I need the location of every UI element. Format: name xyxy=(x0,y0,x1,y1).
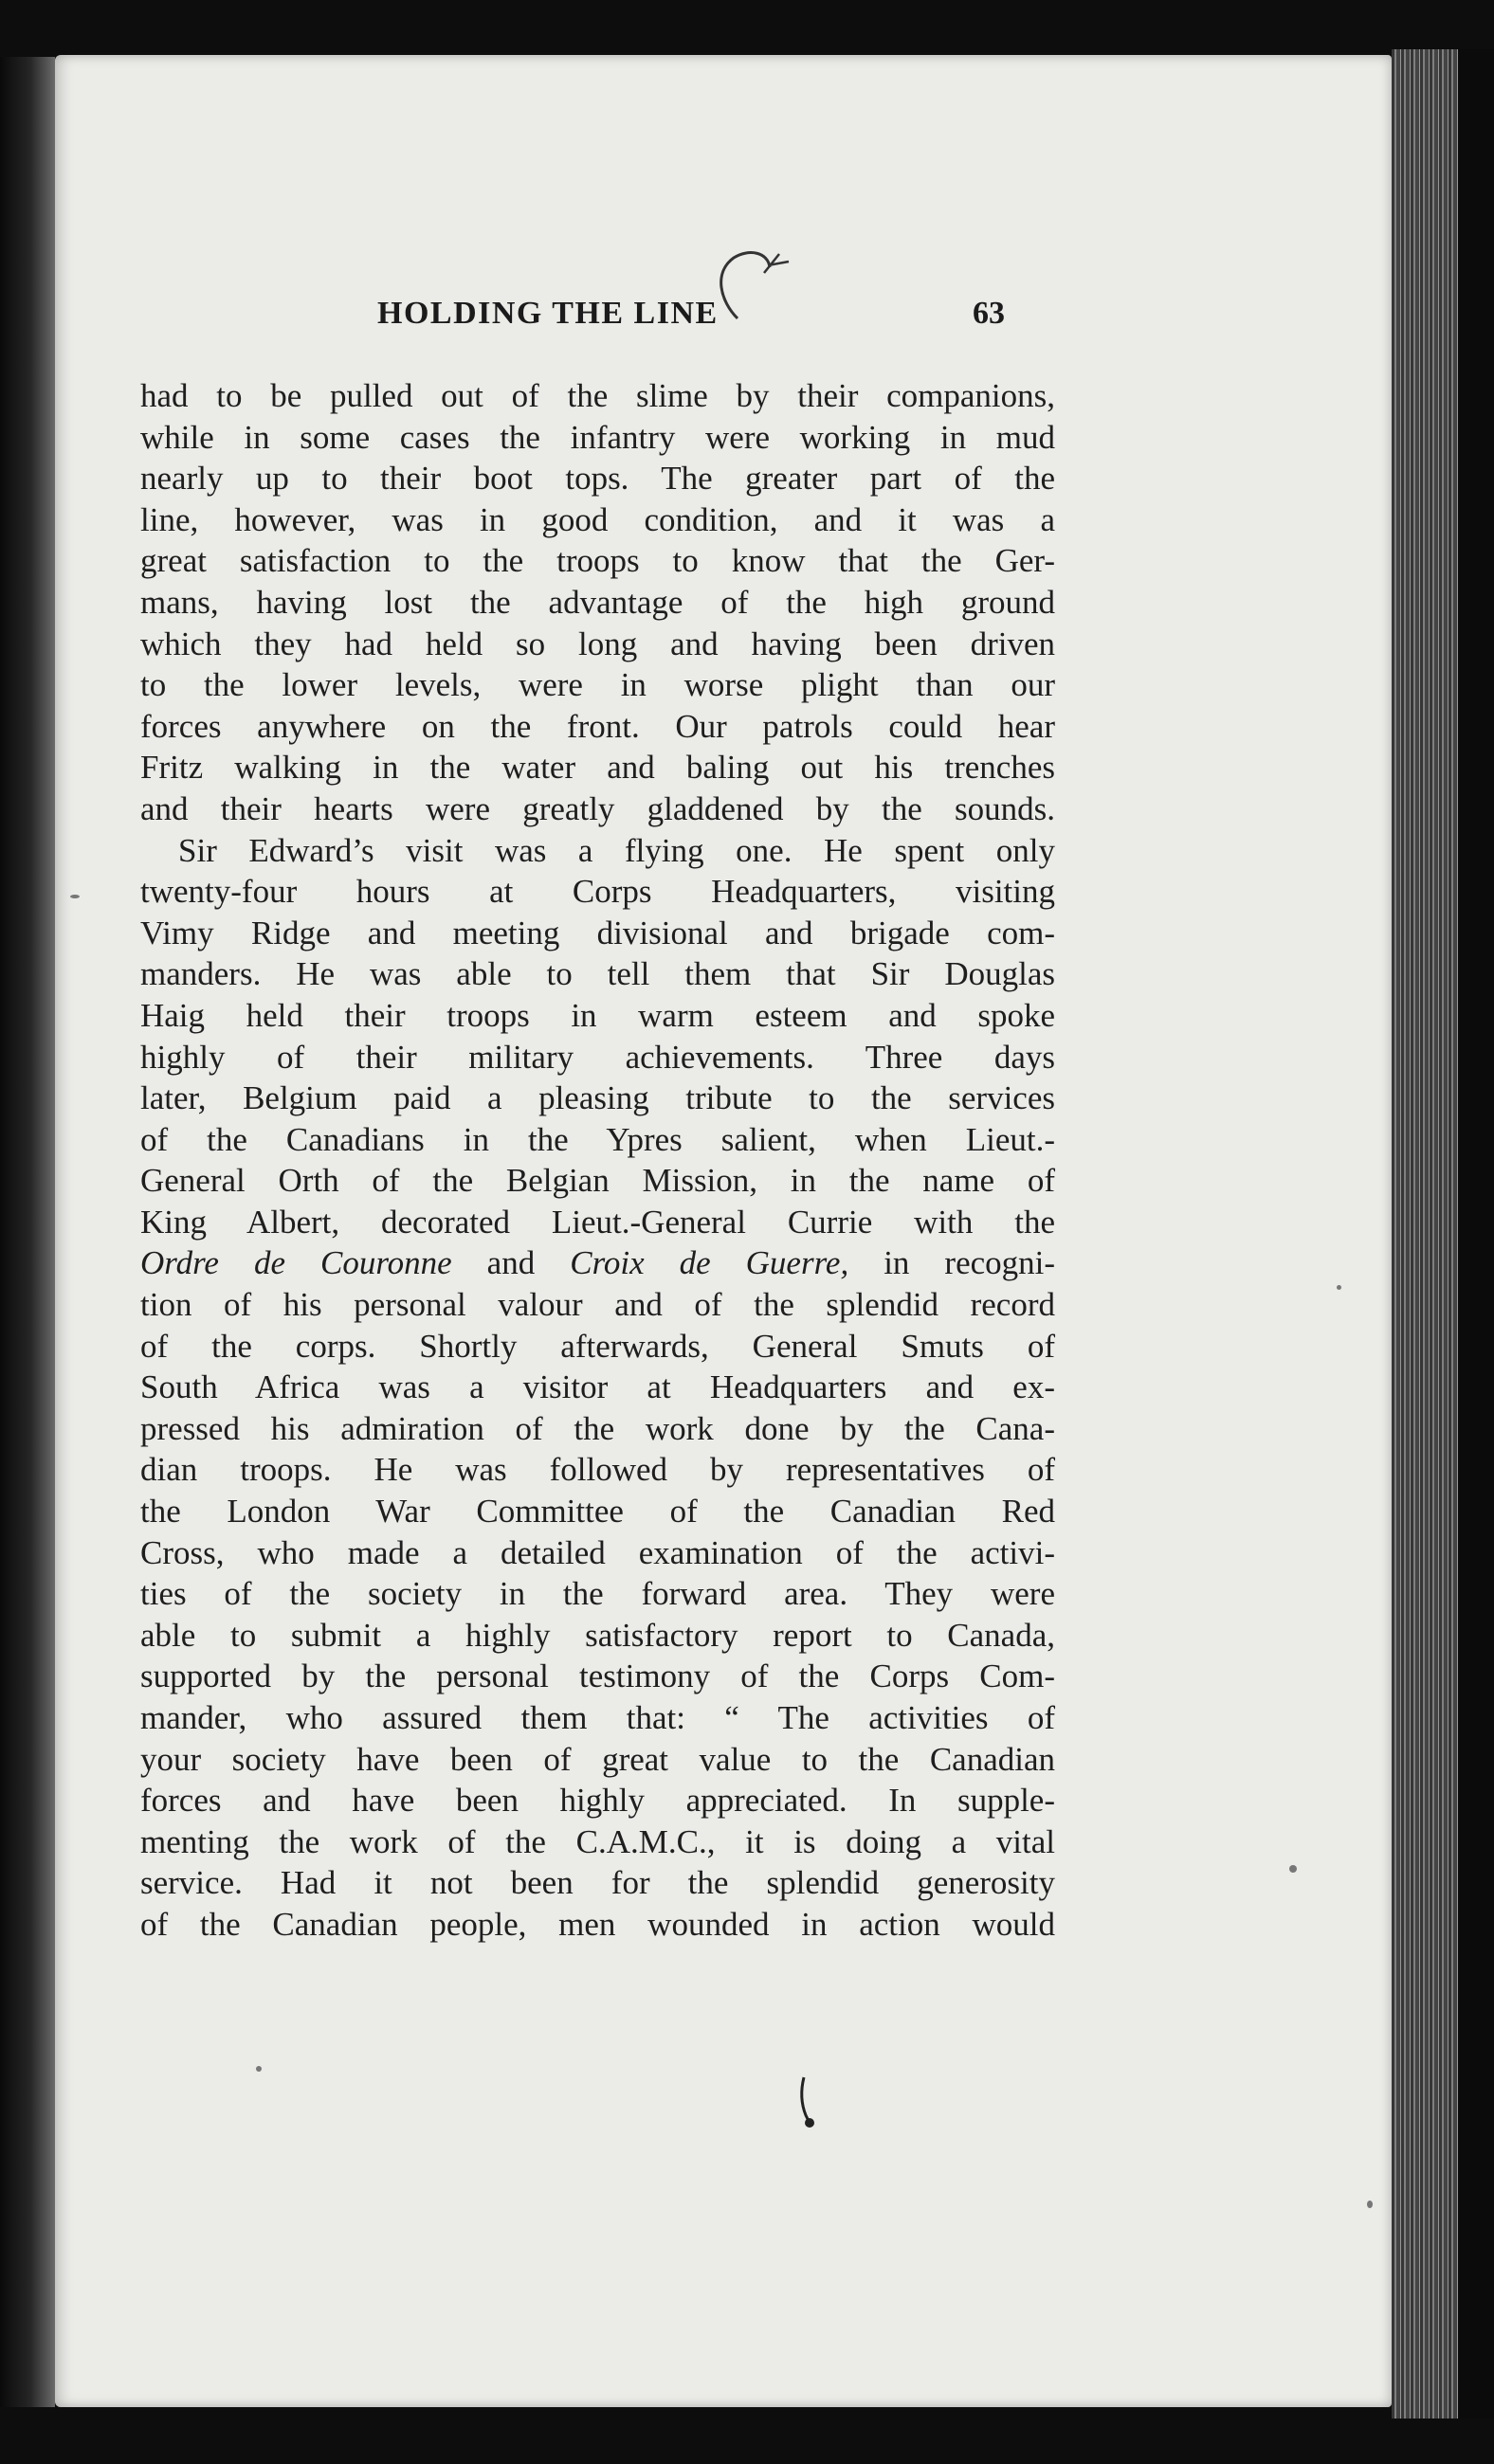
text-fragment: in recogni- xyxy=(884,1244,1056,1282)
text-line: ties of the society in the forward area. They were xyxy=(140,1575,1055,1613)
text-line: supported by the personal testimony of the Corps Com- xyxy=(140,1658,1055,1695)
text-line: and their hearts were greatly gladdened by the sounds. xyxy=(140,789,1055,827)
text-line: of the Canadian people, men wounded in action would xyxy=(140,1905,1055,1943)
italic-phrase: Ordre de Couronne xyxy=(140,1244,452,1282)
text-line: able to submit a highly satisfactory report to Canada, xyxy=(140,1616,1055,1654)
page-number: 63 xyxy=(973,296,1005,331)
paper-speck xyxy=(1289,1865,1297,1873)
text-line: of the Canadians in the Ypres salient, when Lieut.- xyxy=(140,1120,1055,1158)
paper-speck xyxy=(70,895,80,898)
text-line: had to be pulled out of the slime by their companions, xyxy=(140,377,1055,414)
text-line-with-italics xyxy=(140,1242,1055,1284)
text-line: menting the work of the C.A.M.C., it is doing a vital xyxy=(140,1822,1055,1860)
text-line: to the lower levels, were in worse plight than our xyxy=(140,666,1055,704)
running-title: HOLDING THE LINE xyxy=(377,296,719,331)
paper-speck xyxy=(1367,2201,1373,2208)
text-line: dian troops. He was followed by representatives of xyxy=(140,1451,1055,1489)
text-line: great satisfaction to the troops to know that the Ger- xyxy=(140,542,1055,580)
text-line: the London War Committee of the Canadian Red xyxy=(140,1493,1055,1531)
text-line: mans, having lost the advantage of the high ground xyxy=(140,583,1055,621)
text-line: which they had held so long and having been driven xyxy=(140,625,1055,662)
text-line: Fritz walking in the water and baling out his trenches xyxy=(140,749,1055,787)
text-line: Cross, who made a detailed examination of the activi- xyxy=(140,1533,1055,1571)
book-gutter-shadow xyxy=(0,57,55,2407)
text-line: highly of their military achievements. Three days xyxy=(140,1038,1055,1076)
text-line: Sir Edward’s visit was a flying one. He spent only xyxy=(178,831,1055,869)
paper-speck xyxy=(1337,1285,1341,1290)
body-text xyxy=(140,375,1055,1946)
text-line: later, Belgium paid a pleasing tribute to the services xyxy=(140,1079,1055,1117)
paper-speck xyxy=(256,2066,262,2072)
text-line: forces and have been highly appreciated. In supple- xyxy=(140,1782,1055,1820)
text-line: of the corps. Shortly afterwards, General Smuts of xyxy=(140,1327,1055,1365)
text-line: King Albert, decorated Lieut.-General Currie with the xyxy=(140,1203,1055,1241)
text-line: while in some cases the infantry were working in mud xyxy=(140,418,1055,456)
text-fragment: and xyxy=(486,1244,536,1282)
page-stack-edges xyxy=(1392,49,1494,2419)
text-line: nearly up to their boot tops. The greater part of the xyxy=(140,460,1055,498)
italic-phrase: Croix de Guerre, xyxy=(570,1244,849,1282)
text-line: forces anywhere on the front. Our patrols could hear xyxy=(140,707,1055,745)
text-line: mander, who assured them that: “ The activities of xyxy=(140,1699,1055,1736)
text-line: Vimy Ridge and meeting divisional and brigade com- xyxy=(140,914,1055,951)
text-line: line, however, was in good condition, and it was a xyxy=(140,500,1055,538)
text-line: twenty-four hours at Corps Headquarters, visiting xyxy=(140,873,1055,911)
text-line: pressed his admiration of the work done by the Cana- xyxy=(140,1409,1055,1447)
text-line: South Africa was a visitor at Headquarters and ex- xyxy=(140,1368,1055,1406)
text-line: Haig held their troops in warm esteem and spoke xyxy=(140,996,1055,1034)
text-line: manders. He was able to tell them that Sir Douglas xyxy=(140,955,1055,993)
text-line: your society have been of great value to the Canadian xyxy=(140,1740,1055,1778)
text-line: General Orth of the Belgian Mission, in the name of xyxy=(140,1162,1055,1200)
ink-mark xyxy=(794,2074,823,2130)
text-line: service. Had it not been for the splendid generosity xyxy=(140,1864,1055,1902)
running-head xyxy=(142,290,1052,347)
text-line: tion of his personal valour and of the splendid record xyxy=(140,1286,1055,1324)
